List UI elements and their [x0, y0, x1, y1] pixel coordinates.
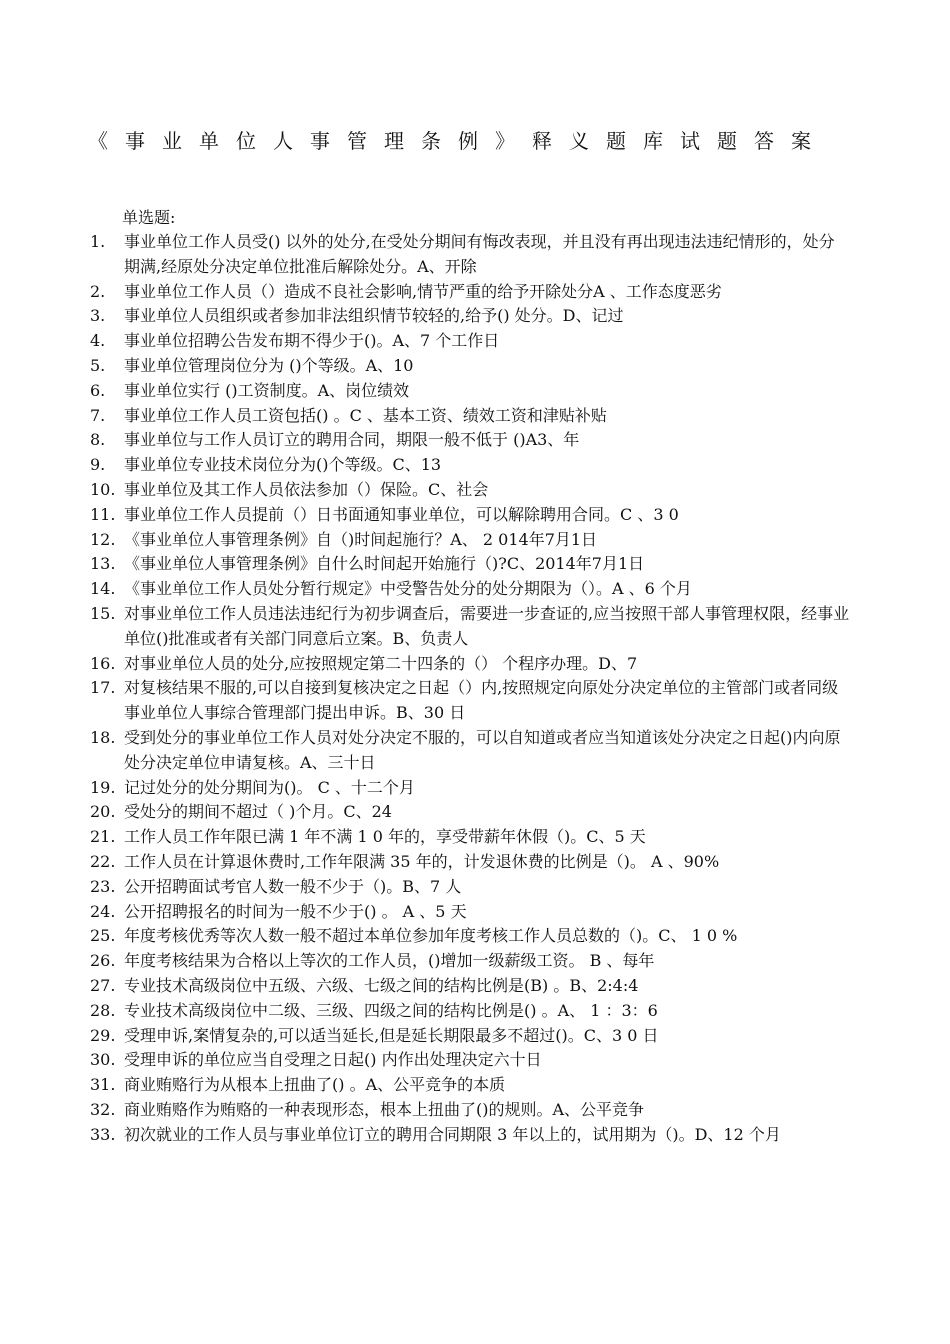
question-item	[90, 652, 850, 677]
question-item	[90, 602, 850, 652]
question-number: 33.	[90, 1124, 116, 1144]
question-text: 初次就业的工作人员与事业单位订立的聘用合同期限 3 年以上的，试用期为（)。D、12 个月	[124, 1124, 781, 1144]
question-item	[90, 1073, 850, 1098]
question-item	[90, 900, 850, 925]
question-number: 9.	[90, 455, 106, 475]
question-number: 22.	[90, 851, 116, 871]
question-number: 2.	[90, 281, 106, 301]
question-text: 商业贿赂行为从根本上扭曲了() 。A、公平竞争的本质	[124, 1075, 506, 1095]
question-number: 13.	[90, 554, 116, 574]
question-number: 3.	[90, 306, 106, 326]
question-text: 事业单位管理岗位分为 ()个等级。A、10	[124, 355, 414, 375]
question-item	[90, 875, 850, 900]
question-item	[90, 800, 850, 825]
question-number: 16.	[90, 653, 116, 673]
question-item	[90, 428, 850, 453]
question-text: 事业单位工作人员（）造成不良社会影响,情节严重的给予开除处分A 、工作态度恶劣	[124, 281, 722, 301]
question-list	[90, 230, 850, 1147]
question-number: 7.	[90, 405, 106, 425]
question-text: 受处分的期间不超过（ )个月。C、24	[124, 802, 392, 822]
question-number: 30.	[90, 1050, 116, 1070]
question-number: 20.	[90, 802, 116, 822]
question-number: 27.	[90, 975, 116, 995]
question-text: 事业单位及其工作人员依法参加（）保险。C、社会	[124, 479, 489, 499]
question-item	[90, 676, 850, 726]
question-number: 15.	[90, 603, 116, 623]
question-number: 1.	[90, 232, 106, 251]
question-item	[90, 478, 850, 503]
question-item	[90, 329, 850, 354]
question-text: 事业单位人员组织或者参加非法组织情节较轻的,给予() 处分。D、记过	[124, 306, 624, 326]
question-number: 8.	[90, 430, 106, 450]
question-item	[90, 776, 850, 801]
question-number: 17.	[90, 678, 116, 698]
question-text: 事业单位专业技术岗位分为()个等级。C、13	[124, 455, 442, 475]
question-number: 21.	[90, 827, 116, 847]
question-item	[90, 552, 850, 577]
question-item	[90, 949, 850, 974]
document-title: 《事业单位人事管理条例》释义题库试题答案	[88, 129, 828, 153]
question-item	[90, 999, 850, 1024]
question-number: 12.	[90, 529, 116, 549]
question-item	[90, 280, 850, 305]
question-number: 25.	[90, 926, 116, 946]
question-number: 24.	[90, 901, 116, 921]
question-text: 事业单位与工作人员订立的聘用合同，期限一般不低于 ()A3、年	[124, 430, 580, 450]
question-item	[90, 528, 850, 553]
question-item	[90, 1098, 850, 1123]
question-item	[90, 404, 850, 429]
question-item	[90, 1123, 850, 1148]
question-number: 11.	[90, 504, 116, 524]
question-text: 事业单位实行 ()工资制度。A、岗位绩效	[124, 380, 410, 400]
question-text: 商业贿赂作为贿赂的一种表现形态，根本上扭曲了()的规则。A、公平竞争	[124, 1099, 645, 1119]
question-number: 29.	[90, 1025, 116, 1045]
question-text: 对事业单位人员的处分,应按照规定第二十四条的（） 个程序办理。D、7	[124, 653, 638, 673]
question-item	[90, 354, 850, 379]
question-text: 专业技术高级岗位中二级、三级、四级之间的结构比例是() 。A、 1 ：3：6	[124, 1000, 658, 1020]
question-text: 工作人员工作年限已满 1 年不满 1 0 年的，享受带薪年休假（)。C、5 天	[124, 827, 646, 847]
question-item	[90, 304, 850, 329]
question-text: 年度考核优秀等次人数一般不超过本单位参加年度考核工作人员总数的（)。C、 1 0 %	[124, 926, 738, 946]
question-text: 公开招聘报名的时间为一般不少于() 。 A 、5 天	[124, 901, 467, 921]
question-text: 《事业单位人事管理条例》自（)时间起施行？A、 2 014年7月1日	[124, 529, 598, 549]
question-item	[90, 924, 850, 949]
question-number: 14.	[90, 579, 116, 599]
question-text: 受理申诉,案情复杂的,可以适当延长,但是延长期限最多不超过()。C、3 0 日	[124, 1025, 659, 1045]
question-item	[90, 453, 850, 478]
question-number: 32.	[90, 1099, 116, 1119]
question-text: 事业单位工作人员受() 以外的处分,在受处分期间有悔改表现，并且没有再出现违法违纪情形的，处分期满,经原处分决定单位批准后解除处分。A、开除	[124, 232, 835, 276]
question-text: 《事业单位工作人员处分暂行规定》中受警告处分的处分期限为（）。A 、6 个月	[124, 579, 692, 599]
question-text: 工作人员在计算退休费时,工作年限满 35 年的，计发退休费的比例是（)。 A 、90%	[124, 851, 720, 871]
question-item	[90, 230, 850, 280]
question-item	[90, 1048, 850, 1073]
question-text: 记过处分的处分期间为()。 C 、十二个月	[124, 777, 415, 797]
question-number: 28.	[90, 1000, 116, 1020]
question-text: 公开招聘面试考官人数一般不少于（)。B、7 人	[124, 876, 462, 896]
question-text: 事业单位工作人员工资包括() 。C 、基本工资、绩效工资和津贴补贴	[124, 405, 607, 425]
question-text: 年度考核结果为合格以上等次的工作人员，()增加一级薪级工资。 B 、每年	[124, 951, 655, 971]
question-item	[90, 503, 850, 528]
question-item	[90, 1024, 850, 1049]
question-number: 6.	[90, 380, 106, 400]
question-item	[90, 379, 850, 404]
question-number: 18.	[90, 727, 116, 747]
question-number: 31.	[90, 1075, 116, 1095]
question-text: 对复核结果不服的,可以自接到复核决定之日起（）内,按照规定向原处分决定单位的主管部门或者同级事业单位人事综合管理部门提出申诉。B、30 日	[124, 678, 839, 723]
question-item	[90, 577, 850, 602]
question-text: 事业单位工作人员提前（）日书面通知事业单位，可以解除聘用合同。C 、3 0	[124, 504, 679, 524]
question-number: 19.	[90, 777, 116, 797]
question-text: 对事业单位工作人员违法违纪行为初步调查后，需要进一步查证的,应当按照干部人事管理权限，经事业单位()批准或者有关部门同意后立案。B、负责人	[124, 603, 850, 648]
question-text: 受理申诉的单位应当自受理之日起() 内作出处理决定六十日	[124, 1050, 542, 1070]
question-item	[90, 974, 850, 999]
question-text: 事业单位招聘公告发布期不得少于()。A、7 个工作日	[124, 331, 500, 351]
question-text: 《事业单位人事管理条例》自什么时间起开始施行（)?C、2014年7月1日	[124, 554, 645, 574]
question-text: 受到处分的事业单位工作人员对处分决定不服的，可以自知道或者应当知道该处分决定之日起()内向原处分决定单位申请复核。A、三十日	[124, 727, 841, 772]
question-text: 专业技术高级岗位中五级、六级、七级之间的结构比例是(B) 。B、2:4:4	[124, 975, 639, 995]
section-label: 单选题:	[122, 208, 176, 227]
question-item	[90, 825, 850, 850]
question-number: 10.	[90, 479, 116, 499]
question-number: 26.	[90, 951, 116, 971]
question-item	[90, 726, 850, 776]
question-number: 5.	[90, 355, 106, 375]
question-number: 23.	[90, 876, 116, 896]
question-item	[90, 850, 850, 875]
question-number: 4.	[90, 331, 106, 351]
